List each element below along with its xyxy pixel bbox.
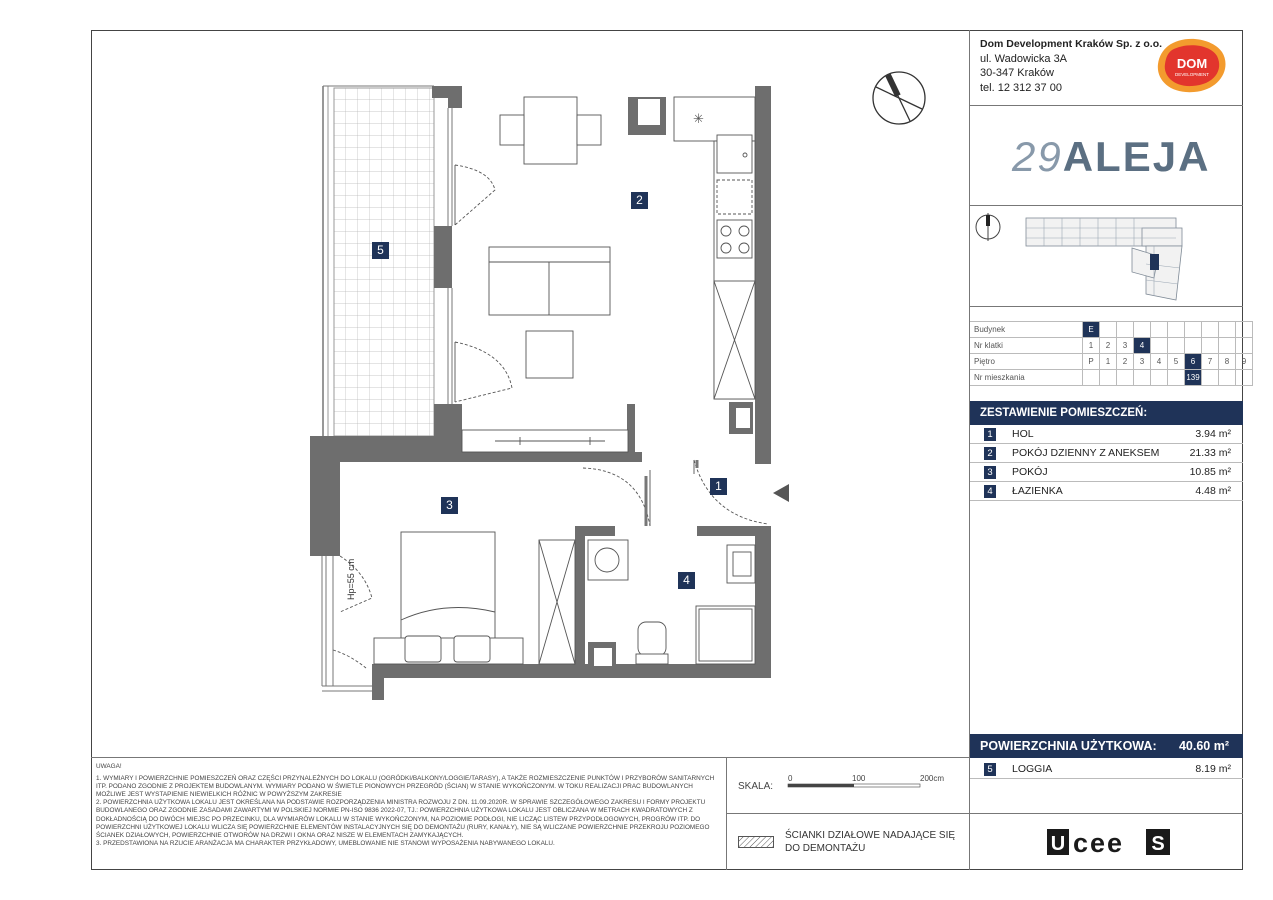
project-brand	[1012, 133, 1210, 181]
note-1: 1. WYMIARY I POWIERZCHNIE POMIESZCZEŃ ORAZ CZĘŚCI PRZYNALEŻNYCH DO LOKALU (OGRÓDKI/BALKONY/LOGGIE/TARASY), A TAKŻE ROZMIESZCZENIE PUNKTÓW I PRZYBORÓW SANITARNYCH ITP. PODANO ZGODNIE Z PROJEKTEM BUDOWLANYM. WYMIARY PODANO W ŚWIETLE PIONOWYCH PRZEGRÓD (ŚCIAN) W STANIE WYKOŃCZONYM. W TOKU REALIZACJI PRAC BUDOWLANYCH MOŻLIWE JEST WYSTAPIENIE NIEWIELKICH RÓŻNIC W POWYŻSZYM ZAKRESIE	[96, 775, 715, 799]
logo-text-bottom: DEVELOPMENT	[1174, 72, 1210, 77]
info-row	[970, 370, 1253, 386]
info-cell	[1151, 370, 1168, 386]
notes-title: UWAGA!	[96, 763, 122, 770]
room-name: ŁAZIENKA	[1012, 485, 1063, 497]
room-area: 4.48 m²	[1195, 485, 1231, 497]
usable-area-bar	[970, 734, 1243, 758]
info-cell: E	[1083, 322, 1100, 338]
scale-tick-200: 200cm	[920, 774, 945, 783]
info-cell: 3	[1117, 338, 1134, 354]
company-name: Dom Development Kraków Sp. z o.o.	[980, 38, 1163, 50]
demolition-line-1: ŚCIANKI DZIAŁOWE NADAJĄCE SIĘ	[785, 830, 956, 841]
info-cell	[1219, 338, 1236, 354]
room-number: 4	[984, 485, 996, 498]
key-plan-map	[972, 208, 1200, 304]
info-cell: 4	[1151, 354, 1168, 370]
room-area: 3.94 m²	[1195, 428, 1231, 440]
extractor-icon: ✳	[693, 111, 704, 126]
info-cell: 6	[1185, 354, 1202, 370]
info-cell	[1202, 338, 1219, 354]
sill-height-label: Hp=55 cm	[346, 558, 356, 600]
plan-room-3-label: 3	[441, 497, 458, 514]
company-info	[980, 37, 1162, 95]
scale-tick-100: 100	[852, 774, 866, 783]
info-row	[970, 322, 1253, 338]
plan-room-4-label: 4	[678, 572, 695, 589]
notes-separator	[91, 757, 969, 758]
info-cell: 2	[1117, 354, 1134, 370]
plan-room-1-label: 1	[710, 478, 727, 495]
info-cell	[1117, 370, 1134, 386]
info-cell	[1100, 370, 1117, 386]
panel-separator	[969, 105, 1243, 106]
room-number: 1	[984, 428, 996, 441]
room-row	[970, 463, 1243, 482]
info-row-label: Nr mieszkania	[970, 370, 1083, 386]
rooms-header: ZESTAWIENIE POMIESZCZEŃ:	[970, 401, 1243, 425]
info-cell	[1185, 338, 1202, 354]
room-name: POKÓJ	[1012, 466, 1048, 478]
plan-room-5-label: 5	[372, 242, 389, 259]
room-row	[970, 482, 1243, 501]
room-area: 10.85 m²	[1189, 466, 1231, 478]
ucees-logo	[1045, 826, 1175, 860]
room-name: POKÓJ DZIENNY Z ANEKSEM	[1012, 447, 1160, 459]
scale-label: SKALA:	[738, 781, 774, 792]
info-cell	[1202, 370, 1219, 386]
scale-separator	[726, 813, 969, 814]
info-row-label: Budynek	[970, 322, 1083, 338]
notes-section	[96, 763, 721, 848]
room-row	[970, 425, 1243, 444]
demolition-hatch-icon	[738, 836, 774, 848]
info-cell	[1100, 322, 1117, 338]
info-cell: 139	[1185, 370, 1202, 386]
company-phone: tel. 12 312 37 00	[980, 81, 1062, 94]
info-row-label: Nr klatki	[970, 338, 1083, 354]
room-number: 2	[984, 447, 996, 460]
dom-development-logo	[1154, 38, 1230, 94]
ucees-mid: cee	[1073, 828, 1125, 858]
info-row	[970, 338, 1253, 354]
info-cell	[1168, 322, 1185, 338]
info-cell	[1236, 338, 1253, 354]
entrance-arrow-icon	[773, 484, 789, 502]
info-cell: 8	[1219, 354, 1236, 370]
demolition-line-2: DO DEMONTAŻU	[785, 843, 866, 854]
info-cell: 4	[1134, 338, 1151, 354]
note-3: 3. PRZEDSTAWIONA NA RZUCIE ARANŻACJA MA CHARAKTER PRZYKŁADOWY, UMEBLOWANIE NIE STANOWI WYPOSAŻENIA NABYWANEGO LOKALU.	[96, 839, 555, 847]
ucees-u: U	[1050, 833, 1066, 855]
info-cell	[1117, 322, 1134, 338]
info-cell	[1151, 338, 1168, 354]
info-cell	[1202, 322, 1219, 338]
info-cell: 3	[1134, 354, 1151, 370]
company-city: 30-347 Kraków	[980, 67, 1054, 79]
info-cell	[1134, 322, 1151, 338]
loggia-tiles	[334, 88, 434, 436]
apartment-info-table	[970, 321, 1253, 386]
info-cell: 1	[1083, 338, 1100, 354]
info-cell: 9	[1236, 354, 1253, 370]
brand-name: ALEJA	[1062, 133, 1211, 180]
info-cell: 7	[1202, 354, 1219, 370]
loggia-row	[970, 760, 1243, 779]
info-cell: 5	[1168, 354, 1185, 370]
info-cell	[1083, 370, 1100, 386]
room-row	[970, 444, 1243, 463]
ucees-s: S	[1151, 833, 1165, 855]
note-2: 2. POWIERZCHNIA UŻYTKOWA LOKALU JEST OKREŚLANA NA PODSTAWIE ROZPORZĄDZENIA MINISTRA ROZWOJU Z DN. 11.09.2020R. W SPRAWIE SZCZEGÓŁOWEGO ZAKRESU I FORMY PROJEKTU BUDOWLANEGO ORAZ ZGODNIE ZASADAMI ZAWARTYMI W POLSKIEJ NORMIE PN-ISO 9836 2022-07, TJ.: POWIERZCHNIA UŻYTKOWA LOKALU JEST OBLICZANA W METRACH KWADRATOWYCH Z DOKŁADNOŚCIĄ DO DWÓCH MIEJSC PO PRZECINKU, DLA WYMIARÓW LOKALU W STANIE WYKOŃCZONYM, NA POZIOMIE PODŁOGI, NIE LICZĄC LISTEW PRZYPODŁOGOWYCH, PROGRÓW ITP. DO POWIERZCHNI UŻYTKOWEJ LOKALU WLICZA SIĘ POWIERZCHNIE ELEMENTÓW INSTALACYJNYCH SIĘ DO DEMONTAŻU (RURY, KANAŁY), NIE SĄ WLICZANE POWIERZCHNIE PRZEKROJU POZIOMEGO ŚCIANEK DZIAŁOWYCH, POWIERZCHNIE OTWORÓW NA DRZWI I OKNA ORAZ NISZE W ELEMENTACH ZAMYKAJĄCYCH.	[96, 799, 710, 839]
scale-tick-0: 0	[788, 774, 793, 783]
room-name: HOL	[1012, 428, 1034, 440]
room-area: 21.33 m²	[1189, 447, 1231, 459]
brand-number: 29	[1012, 133, 1063, 180]
info-cell	[1185, 322, 1202, 338]
info-cell	[1134, 370, 1151, 386]
panel-separator	[969, 205, 1243, 206]
info-row-label: Piętro	[970, 354, 1083, 370]
info-cell	[1168, 338, 1185, 354]
usable-area-value: 40.60 m²	[1178, 739, 1229, 753]
info-cell	[1151, 322, 1168, 338]
scale-bar	[780, 771, 960, 799]
info-cell: 1	[1100, 354, 1117, 370]
room-number: 5	[984, 763, 996, 776]
info-cell: 2	[1100, 338, 1117, 354]
room-area: 8.19 m²	[1195, 763, 1231, 775]
info-cell	[1236, 370, 1253, 386]
info-cell	[1168, 370, 1185, 386]
room-number: 3	[984, 466, 996, 479]
info-cell: P	[1083, 354, 1100, 370]
panel-separator	[969, 306, 1243, 307]
demolition-legend	[785, 829, 955, 855]
info-row	[970, 354, 1253, 370]
usable-area-label: POWIERZCHNIA UŻYTKOWA:	[980, 739, 1157, 753]
info-cell	[1219, 322, 1236, 338]
panel-separator	[969, 813, 1243, 814]
company-street: ul. Wadowicka 3A	[980, 52, 1068, 65]
plan-room-2-label: 2	[631, 192, 648, 209]
info-cell	[1236, 322, 1253, 338]
room-name: LOGGIA	[1012, 763, 1053, 775]
logo-text-top: DOM	[1176, 56, 1208, 71]
info-cell	[1219, 370, 1236, 386]
